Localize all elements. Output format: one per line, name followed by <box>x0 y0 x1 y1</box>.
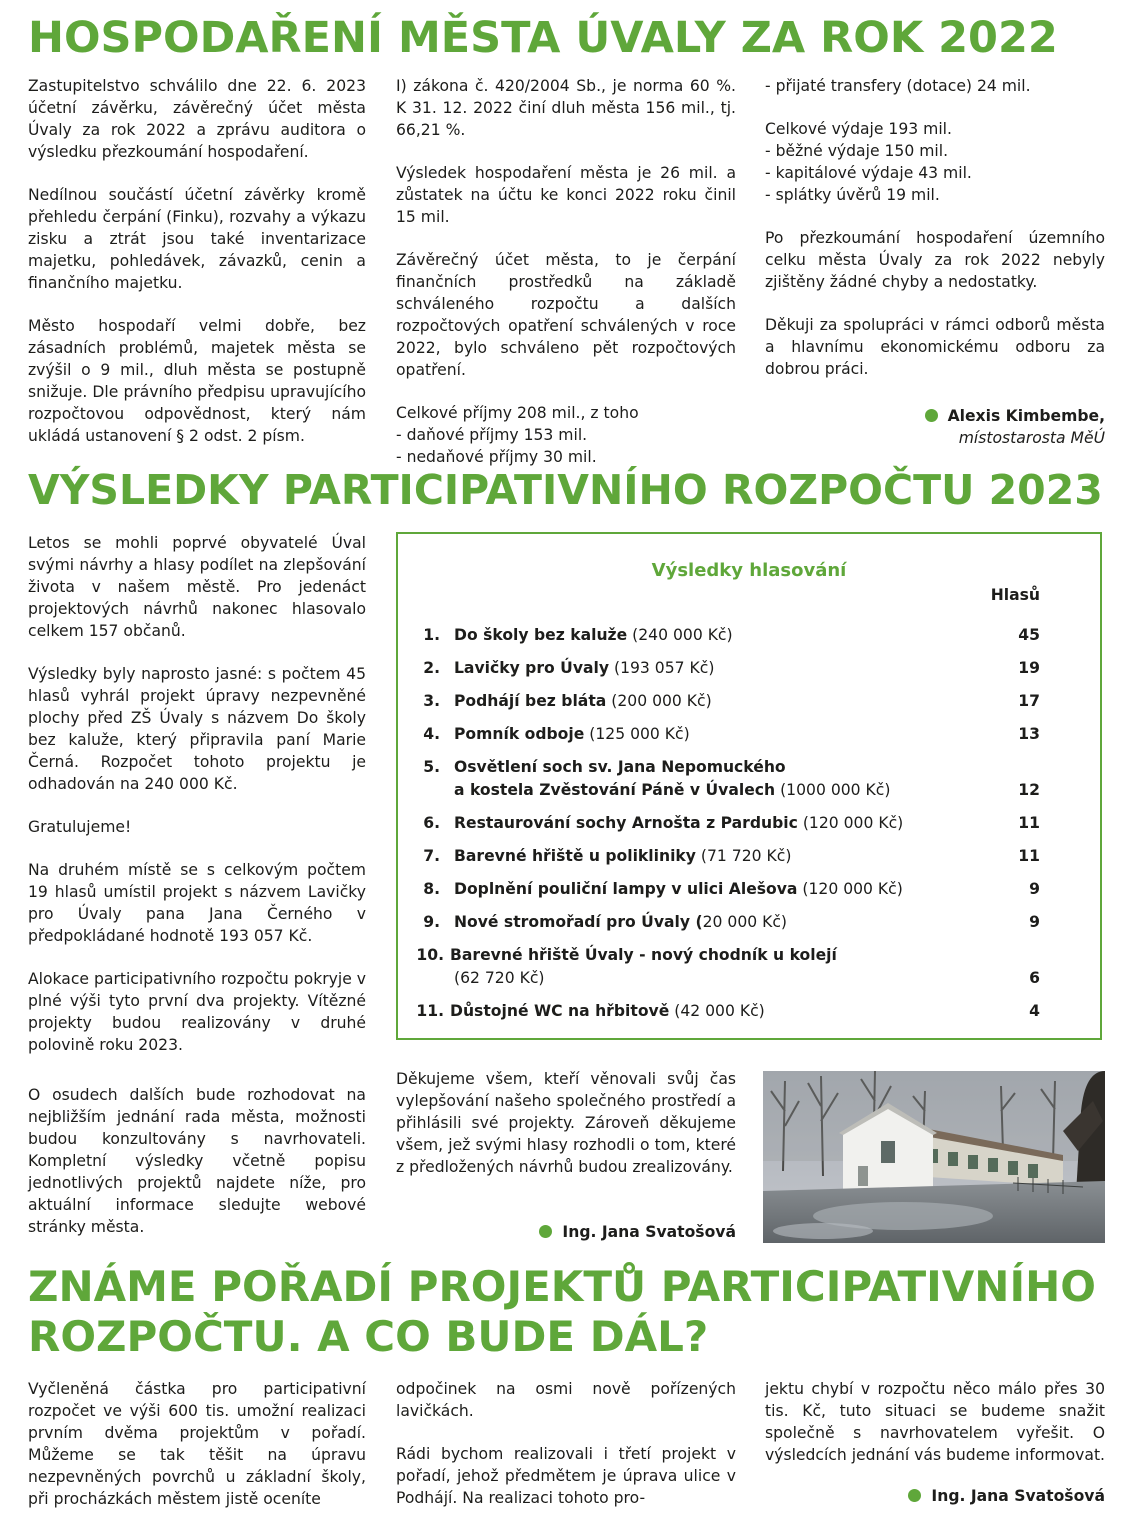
article1-col3 <box>765 75 1105 401</box>
project-name: Důstojné WC na hřbitově <box>450 1002 670 1020</box>
list-item: - kapitálové výdaje 43 mil. <box>765 164 972 182</box>
result-row <box>412 944 1040 990</box>
signature-name: Alexis Kimbembe, <box>947 407 1105 425</box>
result-row <box>412 756 1040 802</box>
paragraph: Alokace participativního rozpočtu pokryje v plné výši tyto první dva projekty. Vítězné projekty budou realizovány v druhé polovině roku 2023. <box>28 970 366 1054</box>
votes-header: Hlasů <box>990 586 1040 604</box>
article1-signature <box>765 405 1105 449</box>
signature-name: Ing. Jana Svatošová <box>931 1487 1105 1505</box>
project-cost: (1000 000 Kč) <box>775 781 891 799</box>
project-cost: (120 000 Kč) <box>797 814 904 832</box>
article1-col1 <box>28 75 366 468</box>
article2-thanks <box>396 1068 736 1178</box>
result-votes: 9 <box>1029 913 1040 931</box>
project-name: Podhájí bez bláta <box>454 692 607 710</box>
paragraph: I) zákona č. 420/2004 Sb., je norma 60 %. K 31. 12. 2022 činí dluh města 156 mil., tj. 66,21 %. <box>396 77 736 139</box>
result-project <box>454 657 970 680</box>
title-line1: ZNÁME POŘADÍ PROJEKTŮ PARTICIPATIVNÍHO <box>28 1262 1096 1311</box>
article2-title: VÝSLEDKY PARTICIPATIVNÍHO ROZPOČTU 2023 <box>28 466 1103 514</box>
article2-signature <box>396 1221 736 1243</box>
project-name-line2: a kostela Zvěstování Páně v Úvalech <box>454 781 776 799</box>
result-votes: 19 <box>1018 659 1040 677</box>
project-cost: (125 000 Kč) <box>584 725 690 743</box>
list-item: - splátky úvěrů 19 mil. <box>765 186 940 204</box>
list-item: - daňové příjmy 153 mil. <box>396 426 588 444</box>
paragraph: Vyčleněná částka pro participativní rozpočet ve výši 600 tis. umožní realizaci prvním dvěma projektům v pořadí. Můžeme se tak těšit na úpravu nezpevněných povrchů u základní školy, při procházkách městem jistě oceníte <box>28 1380 366 1508</box>
result-votes: 9 <box>1029 880 1040 898</box>
result-rank: 7. <box>423 847 440 865</box>
project-cost: (71 720 Kč) <box>695 847 792 865</box>
result-rank: 2. <box>423 659 440 677</box>
paragraph: odpočinek na osmi nově pořízených lavičkách. <box>396 1380 736 1420</box>
project-cost: (120 000 Kč) <box>797 880 903 898</box>
paragraph: Zastupitelstvo schválilo dne 22. 6. 2023 účetní závěrku, závěrečný účet města Úvaly za rok 2022 a zprávu auditora o výsledku přezkoumání hospodaření. <box>28 77 366 161</box>
result-rank: 3. <box>423 692 440 710</box>
paragraph: Děkujeme všem, kteří věnovali svůj čas vylepšování našeho společného prostředí a přihlásili své projekty. Zároveň děkujeme všem, jež svými hlasy rozhodli o tom, které z předložených návrhů budou zrealizovány. <box>396 1070 736 1176</box>
result-rank: 10. <box>416 946 444 964</box>
paragraph: O osudech dalších bude rozhodovat na nejbližším jednání rada města, možnosti budou konzultovány s navrhovateli. Kompletní výsledky včetně popisu jednotlivých projektů najdete níže, pro aktuální informace sledujte webové stránky města. <box>28 1086 366 1236</box>
signature-name: Ing. Jana Svatošová <box>562 1223 736 1241</box>
paragraph: Po přezkoumání hospodaření územního celku města Úvaly za rok 2022 nebyly zjištěny žádné chyby a nedostatky. <box>765 229 1105 291</box>
result-votes: 11 <box>1018 847 1040 865</box>
paragraph: Gratulujeme! <box>28 818 132 836</box>
paragraph: Letos se mohli poprvé obyvatelé Úval svými návrhy a hlasy podílet na zlepšování života v našem městě. Pro jedenáct projektových návrhů nakonec hlasovalo celkem 157 občanů. <box>28 534 366 640</box>
project-name: Restaurování sochy Arnošta z Pardubic <box>454 814 798 832</box>
project-cost: (42 000 Kč) <box>669 1002 765 1020</box>
project-cost: (240 000 Kč) <box>627 626 733 644</box>
result-votes: 13 <box>1018 725 1040 743</box>
project-name: Do školy bez kaluže <box>454 626 628 644</box>
signature-role: místostarosta MěÚ <box>958 429 1105 447</box>
project-cost: (62 720 Kč) <box>454 969 545 987</box>
paragraph: Město hospodaří velmi dobře, bez zásadních problémů, majetek města se zvýšil o 9 mil., dluh města se postupně snižuje. Dle právního předpisu upravujícího rozpočtovou odpovědnost, který nám ukládá ustanovení § 2 odst. 2 písm. <box>28 317 366 445</box>
paragraph: jektu chybí v rozpočtu něco málo přes 30 tis. Kč, tuto situaci se budeme snažit společně s navrhovatelem vyřešit. O výsledcích jednání vás budeme informovat. <box>765 1380 1106 1464</box>
paragraph: Děkuji za spolupráci v rámci odborů města a hlavnímu ekonomickému odboru za dobrou práci. <box>765 316 1105 378</box>
bullet-dot-icon <box>908 1489 921 1502</box>
paragraph: Závěrečný účet města, to je čerpání finančních prostředků na základě schváleného rozpočtu a dalších rozpočtových opatření schválených v roce 2022, bylo schváleno pět rozpočtových opatření. <box>396 251 736 379</box>
result-rank: 6. <box>423 814 440 832</box>
article3-signature <box>765 1485 1105 1507</box>
paragraph: Nedílnou součástí účetní závěrky kromě přehledu čerpání (Finku), rozvahy a výkazu zisku a ztrát jsou také inventarizace majetku, pohledávek, závazků, cenin a finančního majetku. <box>28 186 366 292</box>
list-item: - běžné výdaje 150 mil. <box>765 142 949 160</box>
result-project <box>454 756 970 802</box>
list-item: - přijaté transfery (dotace) 24 mil. <box>765 77 1031 95</box>
project-cost: (200 000 Kč) <box>606 692 712 710</box>
result-rank: 5. <box>423 758 440 776</box>
result-project <box>454 911 970 934</box>
result-rank: 11. <box>416 1002 444 1020</box>
project-name: Barevné hřiště Úvaly - nový chodník u kolejí <box>450 946 837 964</box>
title-line2: ROZPOČTU. A CO BUDE DÁL? <box>28 1312 709 1361</box>
list-item: - nedaňové příjmy 30 mil. <box>396 448 597 466</box>
paragraph: Výsledek hospodaření města je 26 mil. a zůstatek na účtu ke konci 2022 roku činil 15 mil. <box>396 164 736 226</box>
project-cost: 20 000 Kč) <box>702 913 788 931</box>
paragraph: Výsledky byly naprosto jasné: s počtem 45 hlasů vyhrál projekt úpravy nezpevněné plochy před ZŠ Úvaly s názvem Do školy bez kaluže, který připravila paní Marie Černá. Rozpočet tohoto projektu je odhadován na 240 000 Kč. <box>28 665 366 793</box>
project-name: Nové stromořadí pro Úvaly ( <box>454 913 703 931</box>
project-name: Doplnění pouliční lampy v ulici Alešova <box>454 880 798 898</box>
project-name: Osvětlení soch sv. Jana Nepomuckého <box>454 758 786 776</box>
result-votes: 11 <box>1018 814 1040 832</box>
paragraph: Na druhém místě se s celkovým počtem 19 hlasů umístil projekt s názvem Lavičky pro Úvaly pana Jana Černého v předpokládané hodnotě 193 057 Kč. <box>28 861 366 945</box>
result-project <box>454 723 970 746</box>
result-rank: 8. <box>423 880 440 898</box>
building-photo <box>763 1071 1105 1243</box>
voting-results-box <box>396 532 1102 1040</box>
result-votes: 4 <box>1029 1002 1040 1020</box>
bullet-dot-icon <box>925 409 938 422</box>
project-name: Pomník odboje <box>454 725 585 743</box>
result-votes: 12 <box>1018 781 1040 799</box>
result-project <box>450 944 970 990</box>
article1-col2 <box>396 75 736 468</box>
results-title: Výsledky hlasování <box>651 560 847 581</box>
expenses-intro: Celkové výdaje 193 mil. <box>765 120 952 138</box>
article3-col2 <box>396 1378 736 1509</box>
result-project <box>454 812 970 835</box>
result-project <box>454 690 970 713</box>
project-name: Barevné hřiště u polikliniky <box>454 847 696 865</box>
result-project <box>454 878 970 901</box>
article3-col1 <box>28 1378 366 1510</box>
result-project <box>450 1000 970 1023</box>
result-rank: 1. <box>423 626 440 644</box>
result-votes: 6 <box>1029 969 1040 987</box>
result-votes: 45 <box>1018 626 1040 644</box>
paragraph: Rádi bychom realizovali i třetí projekt v pořadí, jehož předmětem je úprava ulice v Podhájí. Na realizaci tohoto pro- <box>396 1445 736 1507</box>
article1-title: HOSPODAŘENÍ MĚSTA ÚVALY ZA ROK 2022 <box>28 13 1058 63</box>
result-project <box>454 845 970 868</box>
project-name: Lavičky pro Úvaly <box>454 659 610 677</box>
bullet-dot-icon <box>539 1225 552 1238</box>
project-cost: (193 057 Kč) <box>609 659 715 677</box>
result-rank: 4. <box>423 725 440 743</box>
article3-col3 <box>765 1378 1105 1466</box>
result-project <box>454 624 970 647</box>
income-intro: Celkové příjmy 208 mil., z toho <box>396 404 639 422</box>
article2-col1 <box>28 532 366 1259</box>
result-votes: 17 <box>1018 692 1040 710</box>
article3-title <box>28 1262 1096 1362</box>
result-rank: 9. <box>423 913 440 931</box>
